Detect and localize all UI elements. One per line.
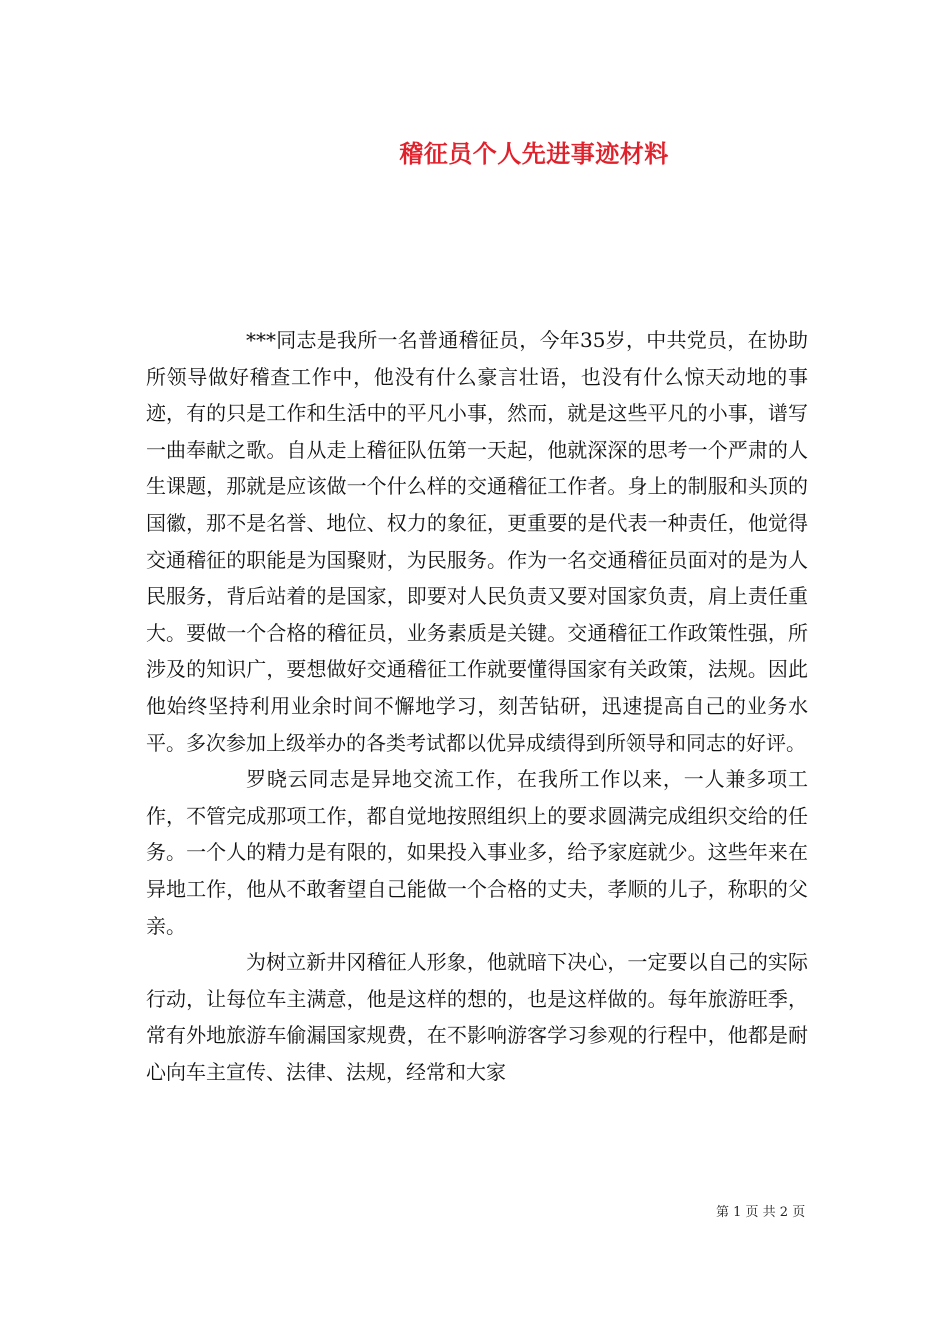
document-body [146, 322, 808, 1090]
paragraph-1: ***同志是我所一名普通稽征员，今年35岁，中共党员，在协助所领导做好稽查工作中，他没有什么豪言壮语，也没有什么惊天动地的事迹，有的只是工作和生活中的平凡小事，然而，就是这些平凡的小事，谱写一曲奉献之歌。自从走上稽征队伍第一天起，他就深深的思考一个严肃的人生课题，那就是应该做一个什么样的交通稽征工作者。身上的制服和头顶的国徽，那不是名誉、地位、权力的象征，更重要的是代表一种责任，他觉得交通稽征的职能是为国聚财，为民服务。作为一名交通稽征员面对的是为人民服务，背后站着的是国家，即要对人民负责又要对国家负责，肩上责任重大。要做一个合格的稽征员，业务素质是关键。交通稽征工作政策性强，所涉及的知识广，要想做好交通稽征工作就要懂得国家有关政策，法规。因此他始终坚持利用业余时间不懈地学习，刻苦钻研，迅速提高自己的业务水平。多次参加上级举办的各类考试都以优异成绩得到所领导和同志的好评。 [146, 328, 808, 755]
paragraph-2: 罗晓云同志是异地交流工作，在我所工作以来，一人兼多项工作，不管完成那项工作，都自觉地按照组织上的要求圆满完成组织交给的任务。一个人的精力是有限的，如果投入事业多，给予家庭就少。这些年来在异地工作，他从不敢奢望自己能做一个合格的丈夫，孝顺的儿子，称职的父亲。 [146, 767, 808, 938]
paragraph-3: 为树立新井冈稽征人形象，他就暗下决心，一定要以自己的实际行动，让每位车主满意，他是这样的想的，也是这样做的。每年旅游旺季，常有外地旅游车偷漏国家规费，在不影响游客学习参观的行程中，他都是耐心向车主宣传、法律、法规，经常和大家 [146, 950, 808, 1084]
document-title: 稽征员个人先进事迹材料 [399, 139, 669, 168]
page-number-footer: 第 1 页 共 2 页 [716, 1205, 806, 1220]
